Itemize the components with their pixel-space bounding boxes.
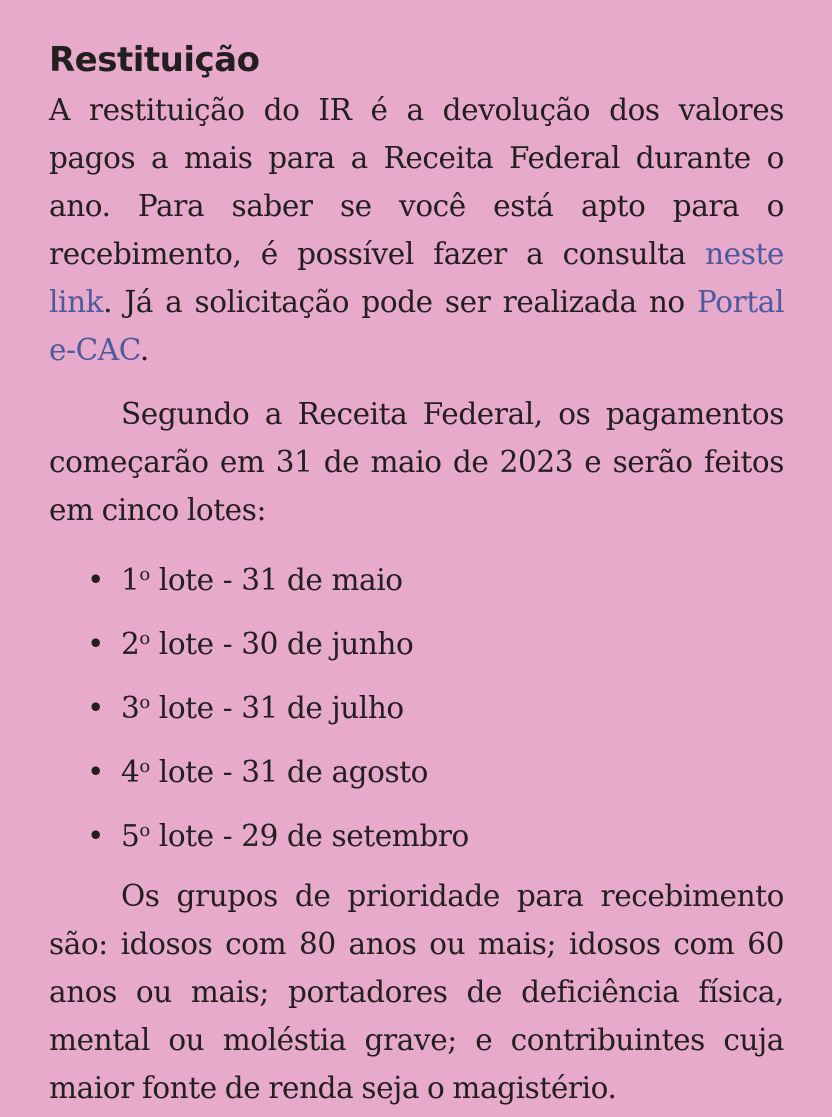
ordinal-indicator: o	[139, 564, 150, 585]
bullet-icon: •	[87, 563, 105, 597]
lot-date: lote - 30 de junho	[149, 627, 414, 661]
lot-date: lote - 31 de julho	[149, 691, 404, 725]
section-heading: Restituição	[49, 40, 260, 80]
payments-paragraph: Segundo a Receita Federal, os pagamentos começarão em 31 de maio de 2023 e serão feitos em cinco lotes:	[49, 397, 784, 527]
priority-groups-paragraph: Os grupos de prioridade para recebimento são: idosos com 80 anos ou mais; idosos com 60 anos ou mais; portadores de deficiência física, mental ou moléstia grave; e contribuintes cuja maior fonte de renda seja o magistério.	[49, 879, 784, 1105]
lot-date: lote - 29 de setembro	[149, 819, 469, 853]
lot-number: 1	[121, 563, 140, 597]
bullet-icon: •	[87, 755, 105, 789]
list-item	[49, 740, 784, 804]
ordinal-indicator: o	[139, 756, 150, 777]
ordinal-indicator: o	[139, 692, 150, 713]
intro-paragraph	[49, 86, 784, 374]
bullet-icon: •	[87, 819, 105, 853]
list-item	[49, 548, 784, 612]
list-item	[49, 804, 784, 868]
intro-text-2: . Já a solicitação pode ser realizada no	[103, 285, 697, 319]
lots-list	[49, 548, 784, 868]
lot-number: 3	[121, 691, 140, 725]
article-section	[49, 34, 784, 1112]
lot-number: 2	[121, 627, 140, 661]
lot-number: 5	[121, 819, 140, 853]
intro-text-3: .	[139, 333, 149, 367]
ordinal-indicator: o	[139, 628, 150, 649]
lot-date: lote - 31 de maio	[149, 563, 403, 597]
intro-text-1: A restituição do IR é a devolução dos valores pagos a mais para a Receita Federal durante o ano. Para saber se você está apto para o recebimento, é possível fazer a consulta	[49, 93, 784, 271]
bullet-icon: •	[87, 627, 105, 661]
list-item	[49, 612, 784, 676]
list-item	[49, 676, 784, 740]
ordinal-indicator: o	[139, 820, 150, 841]
portal-ecac-link[interactable]: Portal e-CAC	[49, 285, 784, 367]
lot-date: lote - 31 de agosto	[149, 755, 429, 789]
lot-number: 4	[121, 755, 140, 789]
bullet-icon: •	[87, 691, 105, 725]
consulta-link[interactable]: neste link	[49, 237, 784, 319]
